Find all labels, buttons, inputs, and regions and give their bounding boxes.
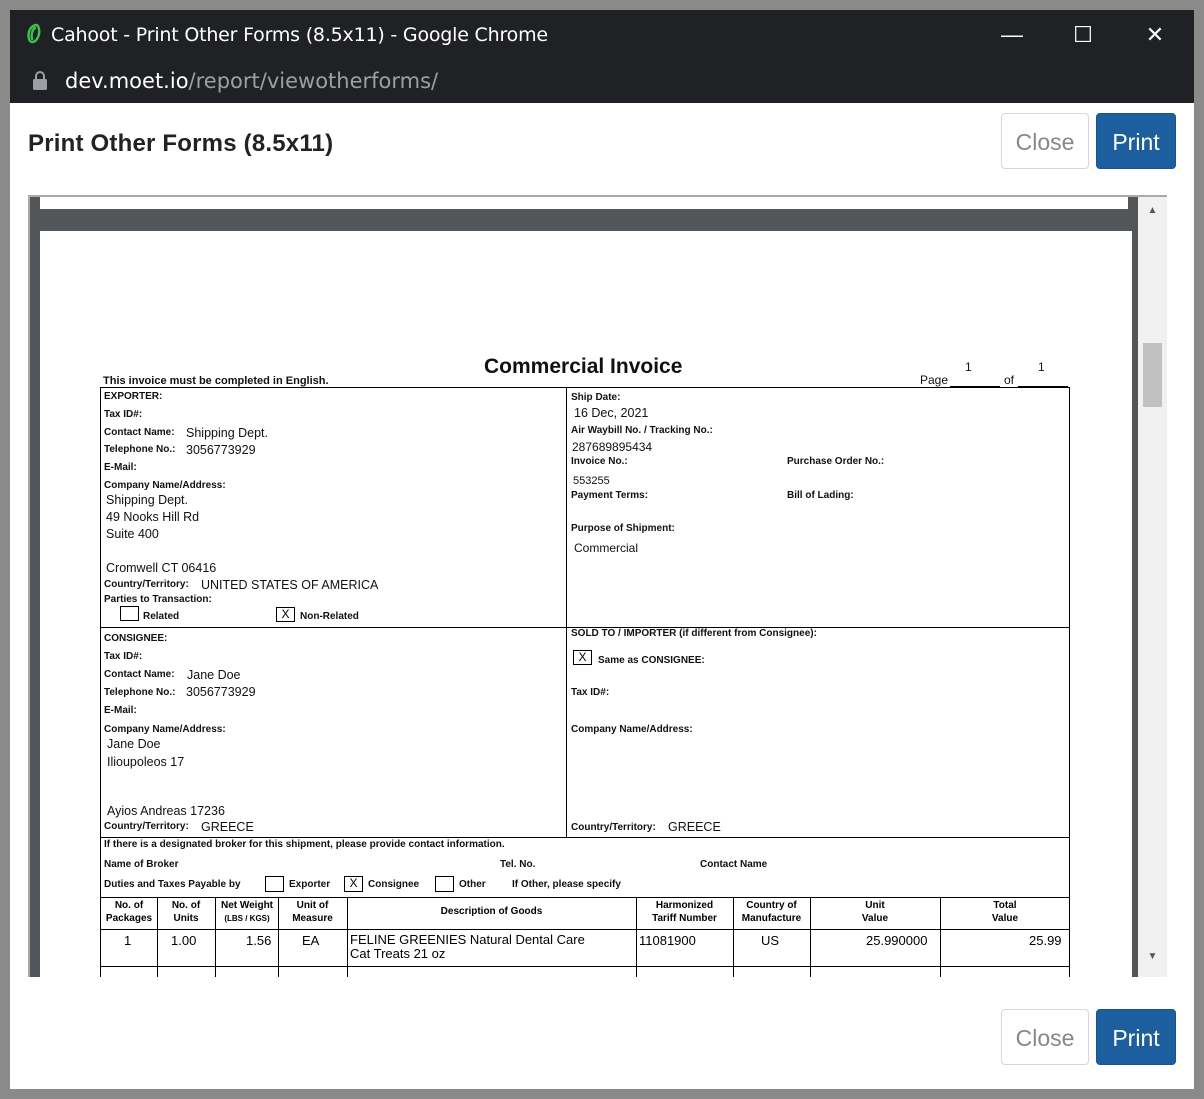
col-header-units: No. of Units bbox=[171, 900, 201, 924]
duties-other-specify: If Other, please specify bbox=[512, 879, 621, 890]
row-units: 1.00 bbox=[171, 933, 197, 948]
exporter-email-label: E-Mail: bbox=[104, 462, 137, 473]
purpose: Commercial bbox=[574, 541, 639, 555]
print-button-top[interactable]: Print bbox=[1096, 113, 1176, 169]
browser-popup-window bbox=[10, 10, 1194, 1089]
invoice-title: Commercial Invoice bbox=[484, 355, 683, 378]
row-packages: 1 bbox=[124, 933, 132, 948]
col-header-uom: Unit of Measure bbox=[292, 900, 333, 924]
consignee-phone-label: Telephone No.: bbox=[104, 687, 176, 698]
exporter-address-line3: Suite 400 bbox=[106, 527, 159, 541]
broker-contact-label: Contact Name bbox=[700, 859, 768, 870]
exporter-phone-label: Telephone No.: bbox=[104, 444, 176, 455]
vertical-scrollbar[interactable] bbox=[1138, 197, 1167, 977]
related-label: Related bbox=[143, 611, 180, 622]
duties-exporter-label: Exporter bbox=[289, 879, 331, 890]
scrollbar-thumb[interactable] bbox=[1143, 343, 1162, 407]
row-total-value: 25.99 bbox=[1029, 933, 1062, 948]
grid-line bbox=[100, 929, 1070, 930]
modal-title: Print Other Forms (8.5x11) bbox=[28, 130, 334, 157]
maximize-button[interactable]: ☐ bbox=[1073, 22, 1093, 47]
consignee-company-label: Company Name/Address: bbox=[104, 724, 226, 735]
invoice-no-label: Invoice No.: bbox=[571, 456, 628, 467]
consignee-address-line1: Jane Doe bbox=[107, 737, 161, 751]
consignee-contact-label: Contact Name: bbox=[104, 669, 175, 680]
exporter-address-line1: Shipping Dept. bbox=[106, 493, 189, 507]
address-bar[interactable] bbox=[10, 60, 1194, 103]
purpose-label: Purpose of Shipment: bbox=[571, 523, 675, 534]
row-unit-value: 25.990000 bbox=[866, 933, 928, 948]
soldto-company-label: Company Name/Address: bbox=[571, 724, 693, 735]
grid-line bbox=[100, 966, 1070, 967]
exporter-company-label: Company Name/Address: bbox=[104, 480, 226, 491]
page-label: Page bbox=[920, 373, 949, 387]
of-label: of bbox=[1004, 373, 1015, 387]
po-label: Purchase Order No.: bbox=[787, 456, 885, 467]
parties-label: Parties to Transaction: bbox=[104, 594, 212, 605]
soldto-country: GREECE bbox=[668, 820, 721, 834]
row-uom: EA bbox=[302, 933, 320, 948]
grid-line bbox=[100, 387, 101, 977]
duties-exporter-checkbox bbox=[265, 876, 284, 892]
close-window-button[interactable]: ✕ bbox=[1145, 22, 1165, 47]
lock-icon bbox=[32, 71, 48, 91]
grid-line bbox=[566, 387, 567, 837]
grid-line bbox=[100, 837, 1070, 838]
ship-date-label: Ship Date: bbox=[571, 392, 621, 403]
page-total: 1 bbox=[1038, 360, 1045, 374]
exporter-country-label: Country/Territory: bbox=[104, 579, 189, 590]
broker-note: If there is a designated broker for this shipment, please provide contact information. bbox=[104, 839, 505, 850]
exporter-contact-label: Contact Name: bbox=[104, 427, 175, 438]
scroll-up-arrow-icon[interactable]: ▲ bbox=[1147, 205, 1158, 216]
window-title: Cahoot - Print Other Forms (8.5x11) - Google Chrome bbox=[51, 24, 548, 46]
col-header-hts: Harmonized Tariff Number bbox=[652, 900, 717, 924]
duties-consignee-label: Consignee bbox=[368, 879, 420, 890]
col-header-unit-value: Unit Value bbox=[861, 900, 889, 924]
nonrelated-checkbox: X bbox=[276, 607, 295, 622]
bol-label: Bill of Lading: bbox=[787, 490, 854, 501]
title-bar bbox=[10, 10, 1194, 60]
consignee-country-label: Country/Territory: bbox=[104, 821, 189, 832]
exporter-address-line2: 49 Nooks Hill Rd bbox=[106, 510, 200, 524]
exporter-city-line: Cromwell CT 06416 bbox=[106, 561, 217, 575]
col-header-country: Country of Manufacture bbox=[741, 900, 802, 924]
pdf-page bbox=[40, 231, 1132, 977]
nonrelated-label: Non-Related bbox=[300, 611, 359, 622]
exporter-phone: 3056773929 bbox=[186, 443, 256, 457]
exporter-header: EXPORTER: bbox=[104, 391, 163, 402]
col-header-description: Description of Goods bbox=[440, 906, 543, 917]
ship-date: 16 Dec, 2021 bbox=[574, 406, 649, 420]
consignee-address-line2: Ilioupoleos 17 bbox=[107, 755, 185, 769]
row-weight: 1.56 bbox=[246, 933, 272, 948]
pdf-background bbox=[30, 197, 1138, 977]
close-button-bottom[interactable]: Close bbox=[1001, 1009, 1089, 1065]
consignee-country: GREECE bbox=[201, 820, 254, 834]
previous-page-edge bbox=[40, 197, 1128, 209]
close-button-top[interactable]: Close bbox=[1001, 113, 1089, 169]
row-description: FELINE GREENIES Natural Dental Care Cat Treats 21 oz bbox=[350, 932, 585, 961]
consignee-contact: Jane Doe bbox=[187, 668, 241, 682]
duties-other-label: Other bbox=[459, 879, 486, 890]
grid-line bbox=[1069, 387, 1070, 977]
english-note: This invoice must be completed in English. bbox=[103, 375, 329, 387]
grid-line bbox=[100, 897, 1070, 898]
exporter-taxid-label: Tax ID#: bbox=[104, 409, 143, 420]
related-checkbox bbox=[120, 606, 139, 621]
cahoot-logo-icon bbox=[22, 22, 46, 46]
soldto-taxid-label: Tax ID#: bbox=[571, 687, 610, 698]
print-button-bottom[interactable]: Print bbox=[1096, 1009, 1176, 1065]
grid-line bbox=[100, 387, 1070, 388]
exporter-country: UNITED STATES OF AMERICA bbox=[201, 578, 379, 592]
duties-other-checkbox bbox=[435, 876, 454, 892]
url-path: /report/viewotherforms/ bbox=[188, 69, 439, 93]
consignee-header: CONSIGNEE: bbox=[104, 633, 168, 644]
url-text bbox=[65, 69, 438, 93]
consignee-email-label: E-Mail: bbox=[104, 705, 137, 716]
col-header-packages: No. of Packages bbox=[105, 900, 153, 924]
col-header-total-value: Total Value bbox=[991, 900, 1019, 924]
soldto-header: SOLD TO / IMPORTER (if different from Consignee): bbox=[571, 628, 817, 639]
pdf-viewer[interactable] bbox=[28, 195, 1167, 977]
row-hts: 11081900 bbox=[639, 933, 696, 948]
minimize-button[interactable]: — bbox=[1001, 22, 1023, 47]
payment-terms-label: Payment Terms: bbox=[571, 490, 649, 501]
broker-name-label: Name of Broker bbox=[104, 859, 179, 870]
row-country: US bbox=[761, 933, 780, 948]
url-host: dev.moet.io bbox=[65, 69, 189, 93]
awb-label: Air Waybill No. / Tracking No.: bbox=[571, 425, 713, 436]
invoice-number: 553255 bbox=[573, 475, 610, 487]
awb-number: 287689895434 bbox=[572, 440, 653, 454]
broker-tel-label: Tel. No. bbox=[500, 859, 536, 870]
duties-consignee-checkbox: X bbox=[344, 876, 363, 892]
page-number: 1 bbox=[965, 360, 972, 374]
scroll-down-arrow-icon[interactable]: ▼ bbox=[1147, 951, 1158, 962]
consignee-phone: 3056773929 bbox=[186, 685, 256, 699]
consignee-taxid-label: Tax ID#: bbox=[104, 651, 143, 662]
same-as-consignee-label: Same as CONSIGNEE: bbox=[598, 655, 705, 666]
duties-label: Duties and Taxes Payable by bbox=[104, 879, 241, 890]
consignee-city-line: Ayios Andreas 17236 bbox=[107, 804, 225, 818]
exporter-contact: Shipping Dept. bbox=[186, 426, 269, 440]
same-as-consignee-checkbox: X bbox=[573, 650, 592, 665]
soldto-country-label: Country/Territory: bbox=[571, 822, 656, 833]
col-header-weight: Net Weight (LBS / KGS) bbox=[220, 900, 274, 923]
